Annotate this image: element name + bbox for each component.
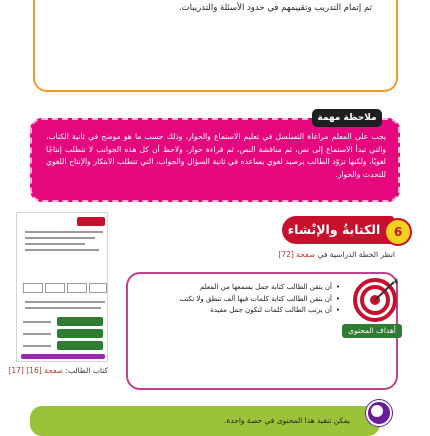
content-objectives-label: أهداف المحتوى (342, 324, 402, 338)
thumb-word-box (89, 283, 107, 293)
top-content-box (33, 0, 398, 92)
thumb-line (23, 321, 51, 323)
section-title: الكتابةُ والإنْشاء (287, 222, 381, 237)
thumb-green-bar (57, 341, 103, 350)
thumb-line (25, 243, 85, 245)
thumb-line (25, 307, 101, 309)
thumb-green-bar (57, 329, 103, 338)
lesson-plan-page: صفحة [72] (278, 250, 316, 259)
section-number-badge: 6 (384, 218, 412, 246)
student-book-label: كتاب الطالب: (63, 366, 108, 375)
timing-text: يمكن تنفيذ هذا المحتوى في حصة واحدة. (223, 416, 350, 425)
thumb-line (25, 301, 105, 303)
lesson-plan-reference (250, 250, 395, 259)
thumb-header-bar (77, 217, 105, 226)
student-book-thumbnail (16, 212, 108, 362)
objective-item: • أن يرتب الطالب كلمات لتكون جمل مفيدة (190, 305, 340, 317)
clock-face (371, 405, 383, 417)
thumb-line (25, 237, 95, 239)
thumb-word-box (67, 283, 87, 293)
target-icon (350, 276, 400, 324)
student-book-pages: صفحة [16] [17] (8, 366, 64, 375)
thumb-line (25, 249, 99, 251)
thumb-line (23, 345, 51, 347)
thumb-word-box (23, 283, 43, 293)
thumb-green-bar (57, 317, 103, 326)
objective-item: • أن يتقن الطالب كتابة جمل يسمعها من المعلم (190, 282, 340, 294)
thumb-line (25, 231, 103, 233)
top-box-text: ثم إتمام التدريب وتقييمهم في حدود الأسئلة والتدريبات. (178, 3, 372, 13)
objective-item: • أن يتقن الطالب كتابة كلمات فيها ألف تنطق ولا تكتب (190, 294, 340, 306)
thumb-word-box (45, 283, 65, 293)
important-note-label: ملاحظة مهمة (312, 109, 382, 127)
lesson-plan-label: انظر الخطة الدراسية في (315, 250, 395, 259)
thumb-footer-bar (21, 354, 105, 359)
objectives-list (179, 282, 340, 317)
important-note-text: يجب على المعلم مراعاة التسلسل في تعليم الاستماع والحوار، وذلك حسب ما هو موضح في ثانية الكتاب، والتي تبدأ الاستماع إلى نص، ثم مناقشة النص، ثم قراءة حوار، ولاحظ أن كل هذه الجوانب لا تتطلب إنتاجًا لغويًا، ولكنها تزوّد الطالب برصيد لغوي يساعده في ثانية السؤال والجواب، التي تتطلب الابتكار والإنتاج اللغوي للتحدث والحوار. (46, 132, 386, 179)
thumb-line (23, 333, 51, 335)
student-book-reference (8, 366, 108, 375)
